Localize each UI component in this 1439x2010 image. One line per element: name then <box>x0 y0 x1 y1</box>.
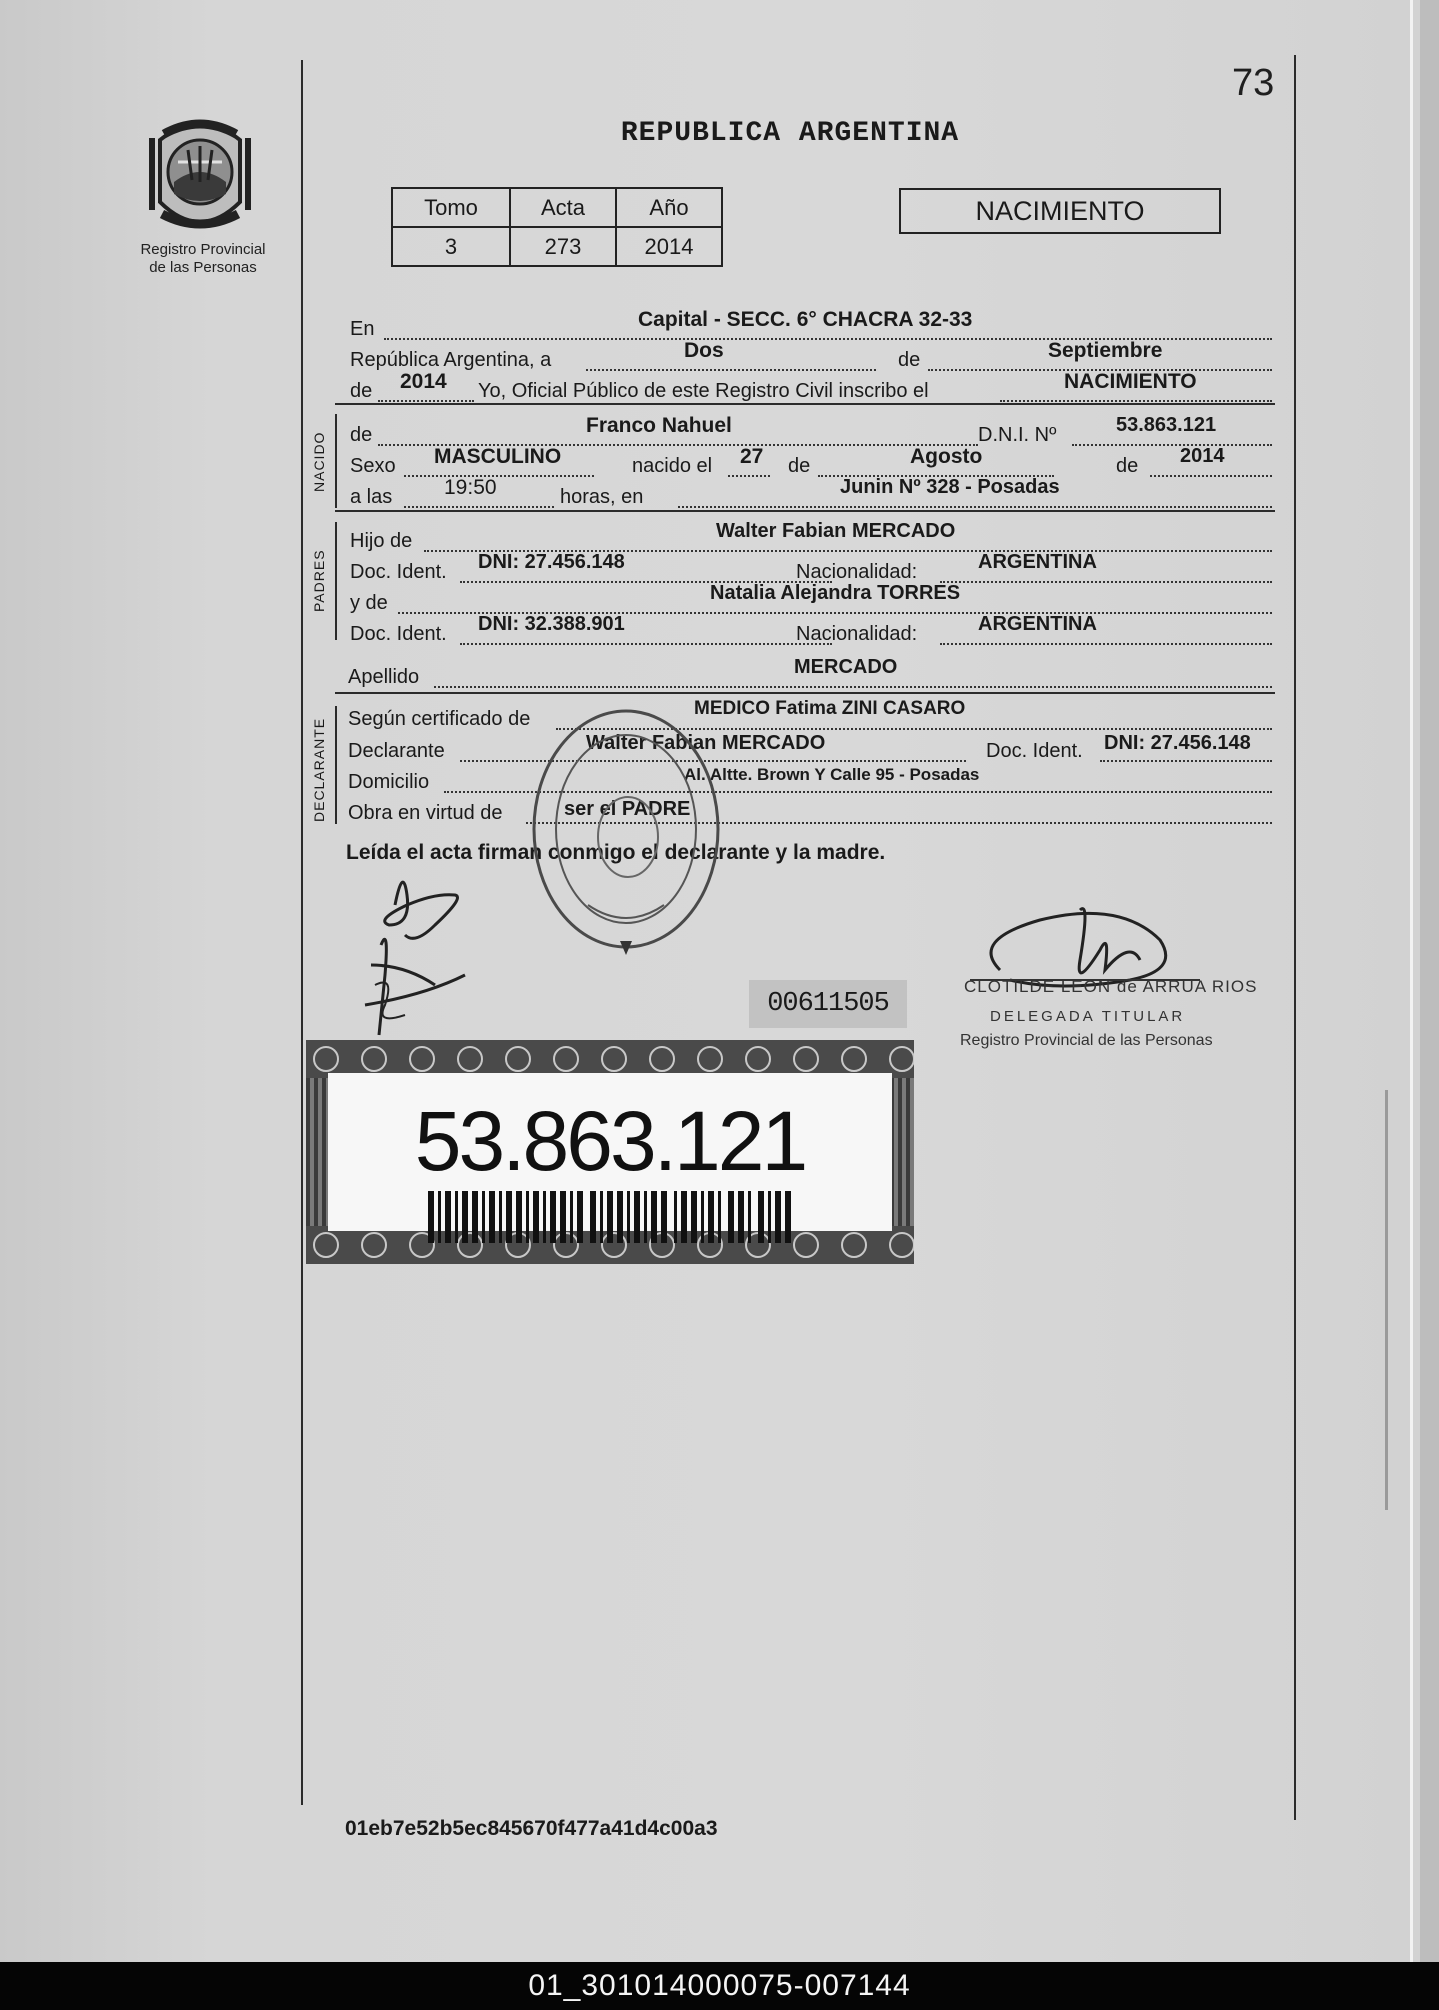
birth-day-value: 27 <box>740 445 764 468</box>
province-emblem-icon <box>148 110 252 238</box>
registry-table <box>391 187 723 267</box>
document-hash: 01eb7e52b5ec845670f477a41d4c00a3 <box>345 1817 718 1840</box>
dotted-fill <box>728 475 770 477</box>
certificate-value: MEDICO Fatima ZINI CASARO <box>694 698 966 719</box>
paper-edge-highlight <box>1410 0 1413 1962</box>
father-nationality-value: ARGENTINA <box>978 551 1097 573</box>
time-value: 19:50 <box>444 476 497 499</box>
mother-doc-value: DNI: 32.388.901 <box>478 613 625 635</box>
dotted-fill <box>378 400 474 402</box>
barcode-icon <box>428 1191 792 1243</box>
declarante-bracket <box>335 706 337 824</box>
virtud-value: ser el PADRE <box>564 798 691 820</box>
year-value: 2014 <box>400 370 447 393</box>
official-role: DELEGADA TITULAR <box>990 1008 1186 1025</box>
nationality-label: Nacionalidad: <box>796 623 918 645</box>
dni-label: D.N.I. Nº <box>978 424 1057 446</box>
dotted-fill <box>678 506 1272 508</box>
official-name: CLOTILDE LEON de ARRUA RIOS <box>964 977 1258 996</box>
table-header-acta: Acta <box>510 188 616 227</box>
birth-year-value: 2014 <box>1180 445 1225 467</box>
dotted-fill <box>1000 400 1272 402</box>
declarant-signature-icon <box>345 865 485 1045</box>
registry-table-header-row <box>392 188 722 227</box>
dotted-fill <box>940 581 1272 583</box>
virtud-label: Obra en virtud de <box>348 802 503 824</box>
birth-place-value: Junin Nº 328 - Posadas <box>840 476 1060 498</box>
padres-line-mother-doc <box>348 613 1274 649</box>
logo-caption <box>128 241 278 277</box>
sexo-label: Sexo <box>350 455 396 477</box>
doc-label: Doc. Ident. <box>986 740 1083 762</box>
table-header-tomo: Tomo <box>392 188 510 227</box>
footer-filename: 01_301014000075-007144 <box>0 1962 1439 2010</box>
yde-label: y de <box>350 592 388 614</box>
padres-side-label: PADRES <box>311 549 327 612</box>
id-label-inner <box>328 1073 892 1231</box>
month-value: Septiembre <box>1048 339 1163 362</box>
hijo-label: Hijo de <box>350 530 413 552</box>
dotted-fill <box>940 643 1272 645</box>
right-margin-line <box>1294 55 1296 1820</box>
declarante-line-cert <box>348 698 1274 734</box>
declarante-side-label: DECLARANTE <box>311 717 327 822</box>
nacido-el-label: nacido el <box>632 455 713 477</box>
doc-label: Doc. Ident. <box>350 623 447 645</box>
apellido-value: MERCADO <box>794 656 898 678</box>
declarante-line-virtud <box>348 798 1274 828</box>
dotted-fill <box>404 475 594 477</box>
father-name-value: Walter Fabian MERCADO <box>716 520 956 542</box>
dotted-fill <box>404 506 554 508</box>
dotted-fill <box>434 686 1272 688</box>
place-value: Capital - SECC. 6° CHACRA 32-33 <box>638 308 973 331</box>
declarante-label: Declarante <box>348 740 445 762</box>
cert-label: Según certificado de <box>348 708 531 730</box>
declarante-line-name <box>348 732 1274 766</box>
logo-caption-line2: de las Personas <box>149 259 257 276</box>
nationality-label: Nacionalidad: <box>796 561 918 583</box>
dotted-fill <box>460 643 832 645</box>
section-divider <box>335 403 1275 405</box>
paper-fold <box>1385 1090 1388 1510</box>
nacido-bracket <box>335 414 337 508</box>
registry-stamp-icon <box>528 705 724 967</box>
declarante-name-value: Walter Fabian MERCADO <box>586 732 826 754</box>
left-margin-line <box>301 60 303 1805</box>
official-institution: Registro Provincial de las Personas <box>960 1032 1213 1049</box>
de-label: de <box>788 455 811 477</box>
table-value-anio: 2014 <box>616 227 722 266</box>
sex-value: MASCULINO <box>434 445 562 468</box>
page-number: 73 <box>1232 62 1275 104</box>
time-label: a las <box>350 486 393 508</box>
section-divider <box>335 510 1275 512</box>
country-title: REPUBLICA ARGENTINA <box>620 118 960 149</box>
logo-caption-line1: Registro Provincial <box>140 241 266 258</box>
statement-text: Yo, Oficial Público de este Registro Civil inscribo el <box>478 380 929 402</box>
de-label: de <box>350 424 373 446</box>
de-label-2: de <box>1116 455 1139 477</box>
dotted-fill <box>1072 444 1272 446</box>
id-number-label <box>306 1040 914 1262</box>
nacido-line-time <box>348 476 1274 512</box>
domicilio-label: Domicilio <box>348 771 430 793</box>
declarante-doc-value: DNI: 27.456.148 <box>1104 732 1251 754</box>
dotted-fill <box>586 369 876 371</box>
en-label: En <box>350 318 375 340</box>
nacido-side-label: NACIDO <box>311 431 327 492</box>
document-type-box: NACIMIENTO <box>899 188 1221 234</box>
dotted-fill <box>1100 760 1272 762</box>
mother-nationality-value: ARGENTINA <box>978 613 1097 635</box>
child-name-value: Franco Nahuel <box>586 414 732 437</box>
doc-label: Doc. Ident. <box>350 561 447 583</box>
section-divider <box>335 692 1275 694</box>
mother-name-value: Natalia Alejandra TORRES <box>710 582 961 604</box>
table-header-anio: Año <box>616 188 722 227</box>
day-value: Dos <box>684 339 724 362</box>
birth-month-value: Agosto <box>910 445 983 468</box>
padres-bracket <box>335 522 337 640</box>
apellido-line <box>348 656 1274 692</box>
child-dni-value: 53.863.121 <box>1116 414 1217 436</box>
closing-statement: Leída el acta firman conmigo el declarante y la madre. <box>346 841 886 864</box>
seal-number: 00611505 <box>749 980 907 1028</box>
de-label-2: de <box>350 380 373 402</box>
hours-label: horas, en <box>560 486 644 508</box>
registry-table-value-row <box>392 227 722 266</box>
table-value-acta: 273 <box>510 227 616 266</box>
address-value: Al. Altte. Brown Y Calle 95 - Posadas <box>684 765 980 784</box>
declarante-line-address <box>348 765 1274 797</box>
de-label: de <box>898 349 921 371</box>
event-value: NACIMIENTO <box>1064 370 1197 393</box>
republic-label: República Argentina, a <box>350 349 552 371</box>
father-doc-value: DNI: 27.456.148 <box>478 551 625 573</box>
apellido-label: Apellido <box>348 666 420 688</box>
id-big-number: 53.863.121 <box>414 1094 806 1188</box>
paper-edge <box>1420 0 1439 1962</box>
dotted-fill <box>1150 475 1272 477</box>
table-value-tomo: 3 <box>392 227 510 266</box>
